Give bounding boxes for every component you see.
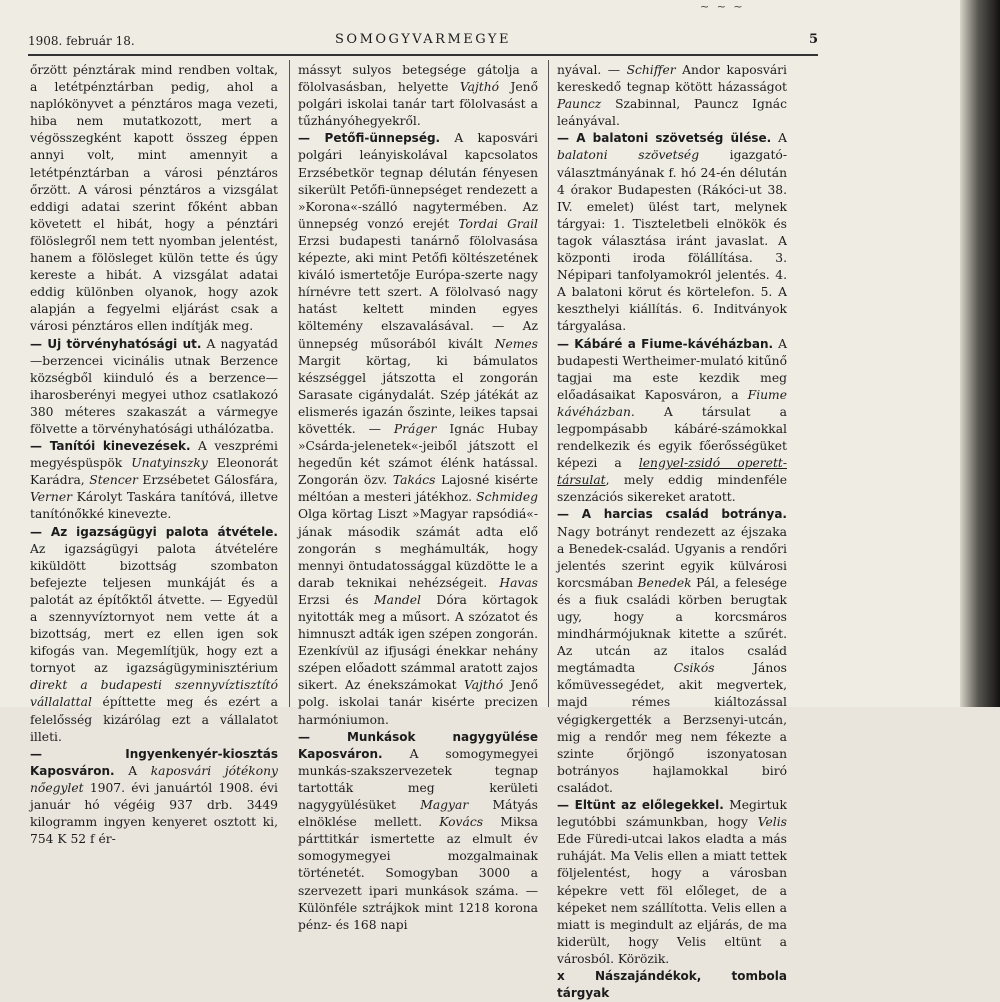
name-text: Unatyinszky	[131, 456, 208, 471]
name-text: Tordai Grail	[458, 216, 538, 231]
column-divider-2	[548, 60, 549, 707]
emphasis-text: kaposvári jótékony nőegylet	[30, 763, 278, 795]
emphasis-text: lengyel-zsidó operett-társulat	[557, 456, 787, 488]
article-text: Az igazságügyi palota átvételére kiküldött bizottság szombaton befejezte teljesen munkáját és a palotát az építőktől átvette. — Egyedül a szennyvíztornyot nem vette át a bizottság, mert ez ellen igen sok kifogás van. Megemlítjük, hogy ezt a tornyot az igazságügyminisztérium	[30, 541, 278, 676]
column-divider-1	[289, 60, 290, 707]
name-text: Schiffer	[626, 63, 676, 77]
headline-tanitoi: — Tanítói kinevezések.	[30, 439, 191, 454]
article-text: Lajosné kisérte méltóan a mesteri játékhoz.	[298, 473, 539, 505]
article-text: igazgató-választmányának f. hó 24-én délután 4 órakor Budapesten (Rákóci-ut 38. IV. emelet) ülést tart, melynek tárgyai: 1. Tiszteletbeli elnökök és tagok választása iránt javaslat. A központi iroda fölállítása. 3. Népipari tanfolyamokról jelentés. 4. A balatoni körut és körtelefon. 5. A keszthelyi kiállítás. 6. Inditványok tárgyalása.	[557, 148, 787, 334]
name-text: Benedek	[637, 575, 692, 590]
name-text: Vajthó	[463, 678, 504, 693]
headline-balatoni: — A balatoni szövetség ülése.	[557, 131, 772, 146]
article-text: Károlyt Taskára tanítóvá, illetve tanítónőkké kinevezte.	[30, 490, 278, 522]
name-text: Magyar	[420, 798, 469, 813]
article-text: A nagyatád—berzencei vicinális utnak Berzence községből kiinduló és a berzence—iharosberényi megyei uthoz csatlakozó 380 méteres szakaszát a vármegye fölvette a törvényhatósági uthálózatba.	[30, 336, 278, 436]
headline-kenyer: — Ingyenkenyér-kiosztás Kaposváron.	[30, 746, 278, 778]
article-text: Andor kaposvári kereskedő tegnap kötött házasságot	[557, 63, 787, 95]
article-text: nyával. —	[557, 63, 627, 77]
article-text: Eleonorát Karádra,	[30, 456, 278, 488]
headline-eltunt: — Eltünt az előlegekkel.	[557, 798, 724, 813]
headline-uj-ut: — Uj törvényhatósági ut.	[30, 336, 202, 351]
name-text: Csikós	[673, 661, 715, 676]
article-text: A somogymegyei munkás-szakszervezetek tegnap tartották meg kerületi nagygyülésüket	[298, 746, 538, 813]
article-text: Megirtuk legutóbbi számunkban, hogy	[557, 798, 787, 830]
scan-shadow-edge	[960, 0, 1000, 707]
newspaper-title: SOMOGYVARMEGYE	[335, 32, 511, 47]
article-text: , mely eddig mindenféle szenzációs sikereket aratott.	[557, 473, 787, 505]
article-text: Olga körtag Liszt »Magyar rapsódiá«-jának második számát adta elő zongorán s meghámulták, hogy mennyi öntudatossággal küzdötte le a darab teknikai nehézségeit.	[298, 507, 538, 590]
name-text: Nemes	[494, 336, 538, 351]
headline-kabare: — Kábáré a Fiume-kávéházban.	[557, 336, 774, 351]
article-text: Erzsi budapesti tanárnő fölolvasása képezte, aki mint Petőfi költészetének kiváló ismertetője Európa-szerte nagy hírnévre tett szert. A fölolvasó nagy hatást keltett minden egyes költemény elszavalásával. — Az ünnepség műsorából kivált	[298, 233, 538, 351]
headline-palota: — Az igazságügyi palota átvétele.	[30, 524, 278, 539]
headline-munkasok: — Munkások nagygyülése Kaposváron.	[298, 729, 538, 761]
header-rule	[28, 54, 818, 56]
name-text: Havas	[499, 575, 538, 590]
article-text: A veszprémi megyéspüspök	[30, 439, 278, 471]
emphasis-text: direkt a budapesti szennyvíztisztító vállalattal	[30, 678, 278, 710]
article-text: Mátyás elnöklése mellett.	[298, 798, 538, 830]
page-header	[28, 30, 818, 52]
column-1	[30, 62, 278, 847]
article-text: Pál, a felesége és a fiuk családi körben berugtak ugy, hogy a korcsmáros mindhármójuknak kitette a szűrét. Az utcán az italos család megtámadta	[557, 575, 787, 676]
article-text: Erzsi és	[298, 592, 375, 607]
emphasis-text: Fiume kávéházban	[557, 387, 787, 419]
name-text: Vajthó	[459, 80, 500, 95]
name-text: Mandel	[374, 592, 421, 607]
name-text: Pauncz	[557, 97, 602, 112]
article-text: A kaposvári polgári leányiskolával kapcsolatos Erzsébetkör tegnap délután fényesen sikerült Petőfi-ünnepséget rendezett a »Korona«-szálló nagytermében. Az ünnepség vonzó erejét	[298, 131, 538, 231]
emphasis-text: balatoni szövetség	[557, 148, 700, 163]
article-text: Miksa párttitkár ismertette az elmult év somogymegyei mozgalmainak történetét. Somogyban 3000 a szervezett ipari munkások száma. — Különféle sztrájkok mint 1218 korona pénz- és 168 napi	[298, 815, 538, 932]
article-text: építtette meg és ezért a felelősség kizárólag ezt a vállalatot illeti.	[30, 695, 278, 744]
article-text: Margit körtag, ki bámulatos készséggel játszotta el zongorán Sarasate cigánydalát. Szép játékát az elismerés igazán őszinte, leikes tapsai követték. —	[298, 353, 538, 436]
article-text: A budapesti Wertheimer-mulató kitűnő tagjai ma este kezdik meg előadásaikat Kaposváron, a	[557, 336, 787, 402]
name-text: Schmideg	[476, 490, 538, 505]
article-continuation	[557, 62, 787, 130]
article-continuation	[298, 62, 538, 130]
article-text: Ede Füredi-utcai lakos eladta a más ruháját. Ma Velis ellen a miatt tettek följelentést, hogy a városban képekre vett föl előleget, de a képeket nem szállította. Velis ellen a miatt is megindult az eljárás, de ma kiderült, hogy Velis eltünt a városból. Körözik.	[557, 832, 787, 966]
headline-petofi: — Petőfi-ünnepség.	[298, 131, 441, 146]
article-text: Erzsébetet Gálosfára,	[137, 473, 278, 488]
article-text: mássyt sulyos betegsége gátolja a fölolvasásban, helyette	[298, 63, 538, 95]
article-text: János kőmüvessegédet, akit megvertek, majd rémes kiáltozással végigkergették a Berzsenyi-utcán, mig a rendőr meg nem fékezte a szinte őrjöngő iszonyatosan botrányos hajlamokkal biró családot.	[557, 661, 787, 795]
headline-botrany: — A harcias család botránya.	[557, 507, 787, 522]
article-text: Jenő polg. iskolai tanár kisérte precizen harmóniumon.	[298, 678, 538, 727]
page-number: 5	[808, 32, 818, 47]
name-text: Kovács	[439, 815, 484, 830]
margin-scrawl: ~ ~ ~	[700, 0, 745, 13]
article-text: Szabinnal, Pauncz Ignác leányával.	[557, 97, 787, 129]
article-text: 1907. évi januártól 1908. évi január hó végéig 937 drb. 3449 kilogramm ingyen kenyeret osztott ki, 754 K 52 f ér-	[30, 780, 278, 847]
name-text: Takács	[392, 473, 436, 488]
article-text: Nagy botrányt rendezett az éjszaka a Benedek-család. Ugyanis a rendőri jelentés szerint egyik külvárosi korcsmában	[557, 524, 787, 590]
name-text: Práger	[393, 421, 437, 436]
headline-naszajandek: x Nászajándékok, tombola tárgyak	[557, 968, 787, 1001]
article-text: Ignác Hubay »Csárda-jelenetek«-jeiből játszott el hegedűn két számot élénk hatással. Zongorán özv.	[298, 421, 538, 488]
name-text: Velis	[757, 815, 787, 830]
article-text: . A társulat a legpompásabb kábáré-számokkal rendelkezik és egyik főerősségüket képezi a	[557, 404, 787, 471]
column-3	[557, 62, 787, 1001]
article-text: Jenő polgári iskolai tanár tart fölolvasást a tűzhányóhegyekről.	[298, 80, 538, 129]
column-2	[298, 62, 539, 932]
article-text: A	[778, 131, 787, 146]
name-text: Verner	[30, 490, 72, 505]
article-continuation: őrzött pénztárak mind rendben voltak, a letétpénztárban pedig, ahol a naplókönyvet a pénztáros maga vezeti, hiba nem mutatkozott, mert a végösszegként kapott összeg éppen annyi volt, mint amennyit a letétpénztárban a városi pénztáros őrzött. A városi pénztáros a vizsgálat eddigi adatai szerint főként abban követett el hibát, hogy a pénztári fölöslegről nem tett nyomban jelentést, hanem a fölösleget külön tette és úgy kereste a hibát. A vizsgálat adatai eddig különben olyanok, hogy azok alapján a fegyelmi eljárást csak a városi pénztáros ellen indítják meg.	[30, 63, 278, 334]
name-text: Stencer	[89, 473, 138, 488]
article-text: A	[128, 763, 151, 778]
header-date: 1908. február 18.	[28, 34, 135, 48]
article-text: Dóra körtagok nyitották meg a műsort. A szózatot és himnuszt adták igen szépen zongorán. Ezenkívül az ifjusági énekkar nehány szépen előadott számmal aratott zajos sikert. Az énekszámokat	[298, 592, 538, 693]
